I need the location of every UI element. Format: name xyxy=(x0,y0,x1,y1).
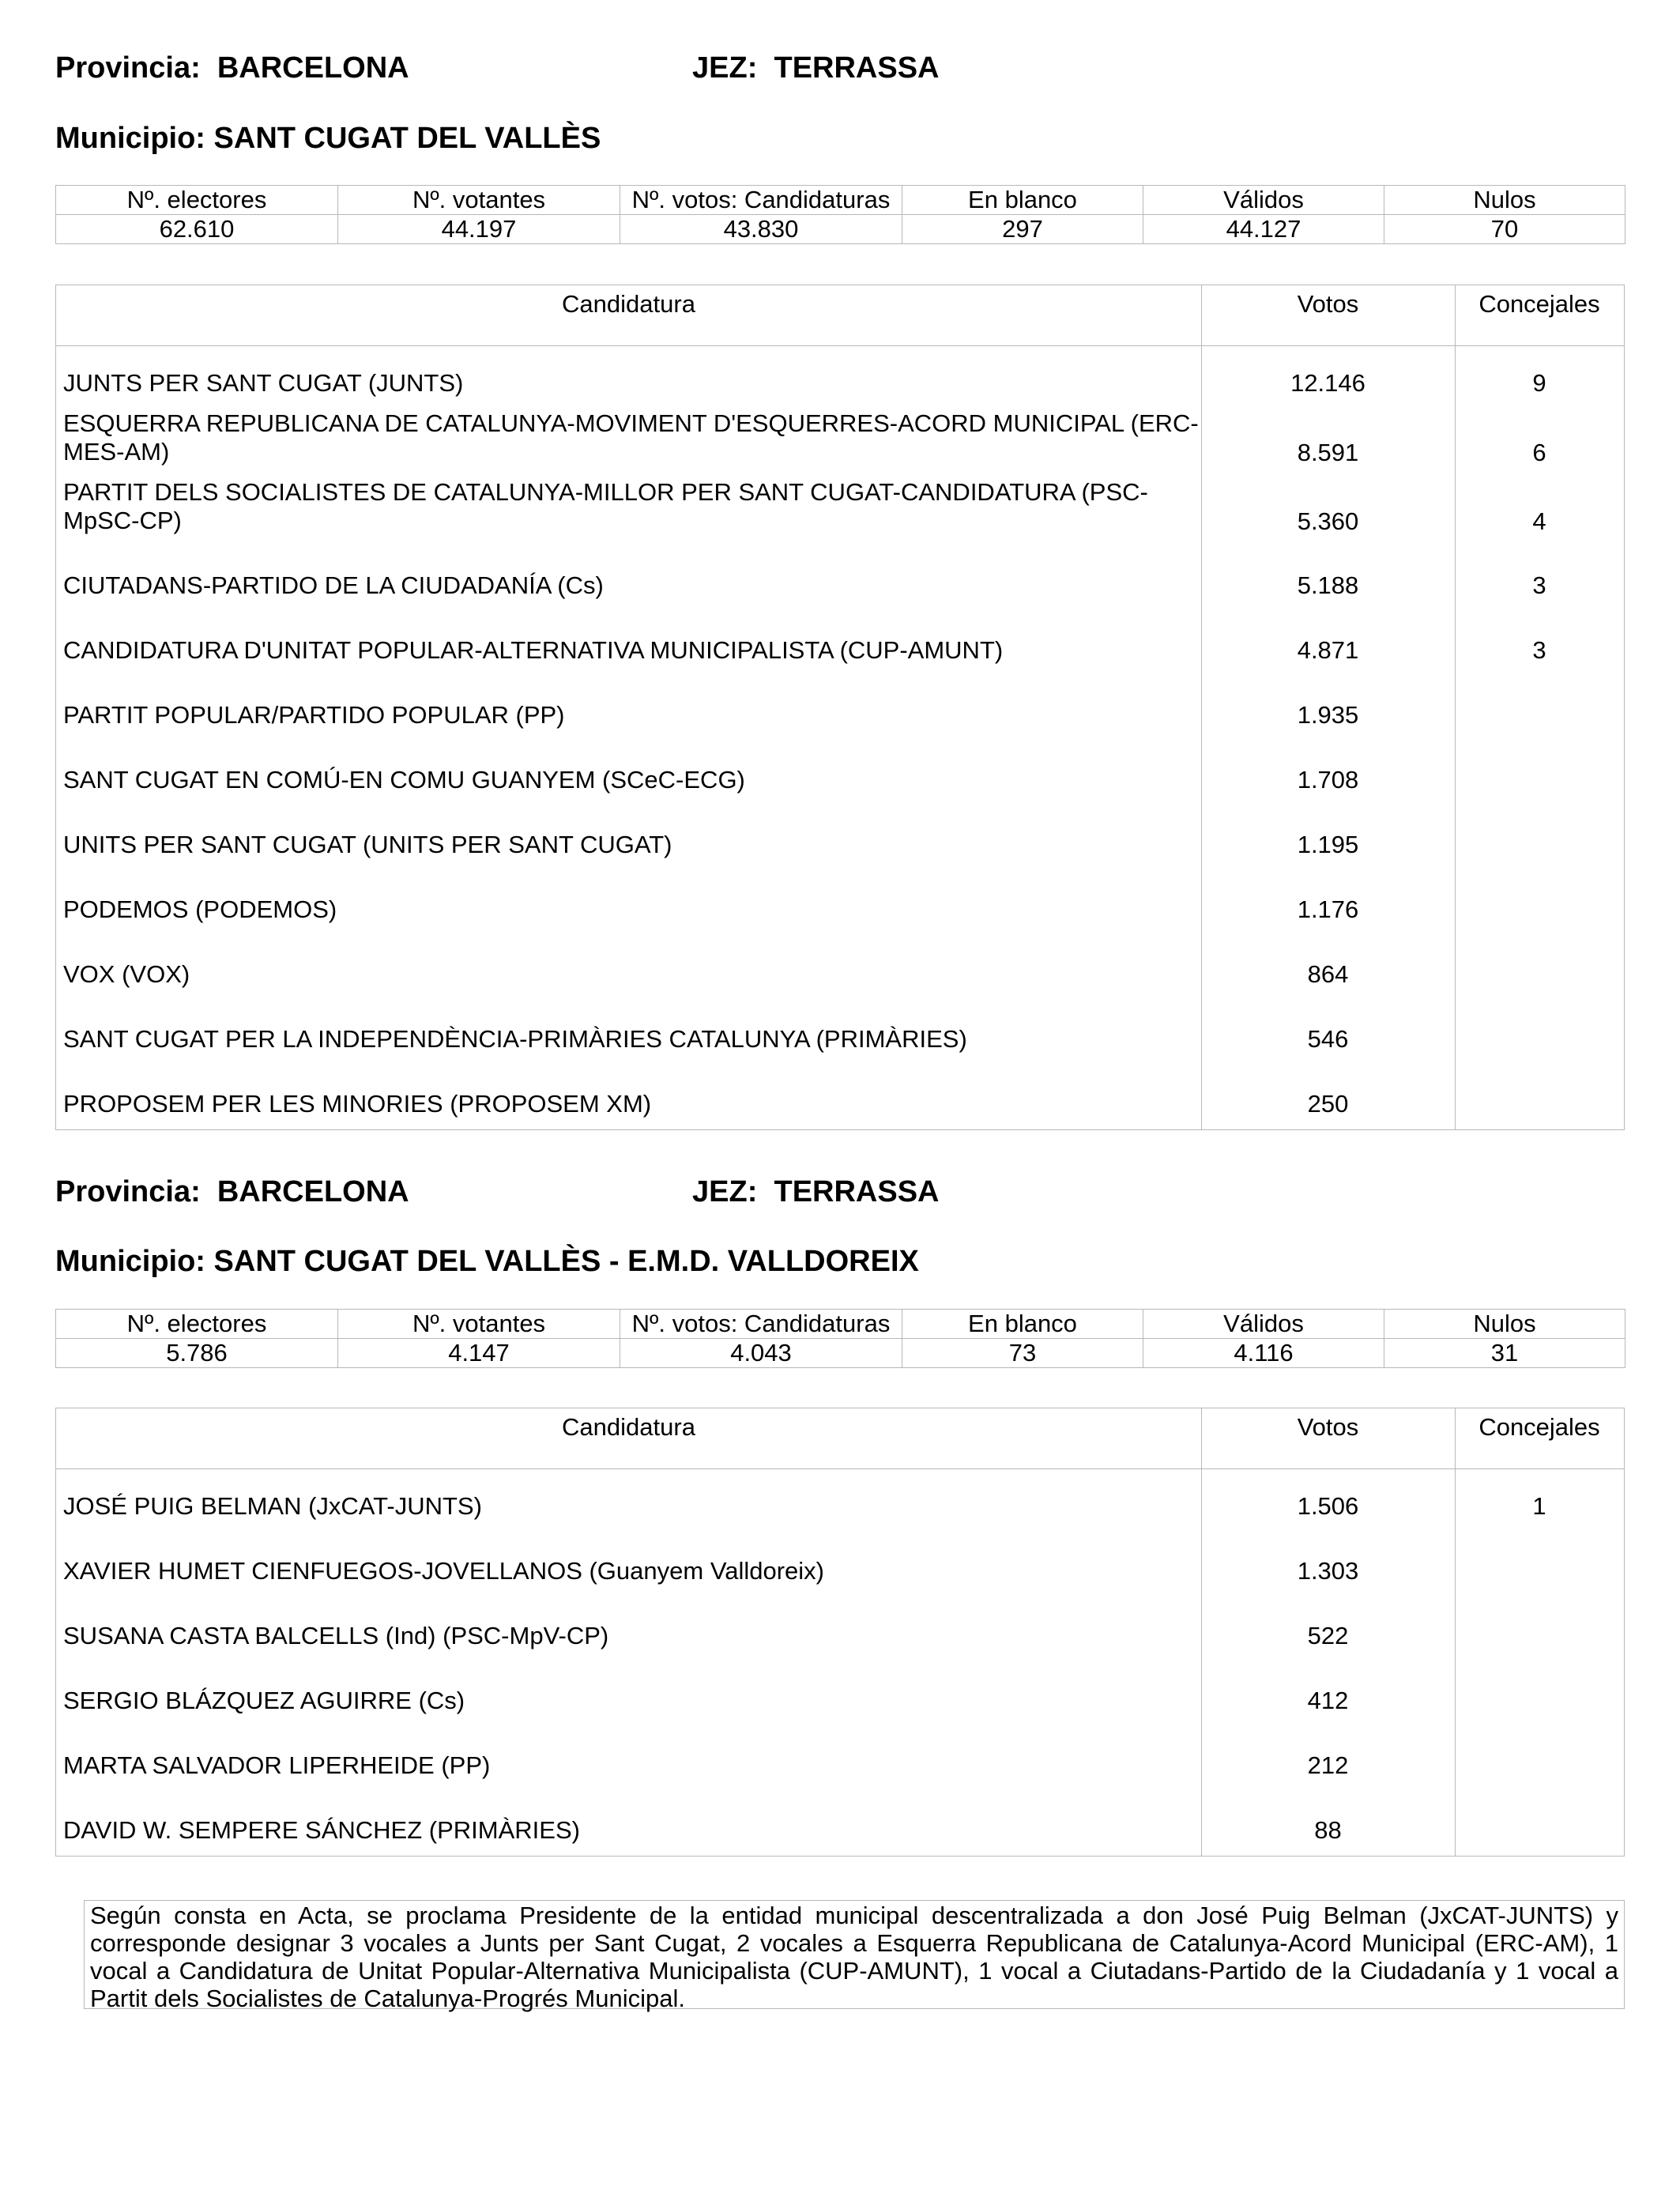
candidate-seats: 1 xyxy=(1532,1492,1546,1520)
column-divider xyxy=(1455,285,1456,1129)
provincia-label: Provincia: xyxy=(55,1175,201,1208)
header-votos: Votos xyxy=(1297,290,1359,318)
summary-header-electores: Nº. electores xyxy=(56,1310,338,1339)
summary-value-en-blanco: 73 xyxy=(902,1339,1143,1368)
candidature-votes: 4.871 xyxy=(1297,636,1359,664)
candidature-votes: 5.188 xyxy=(1297,571,1359,599)
summary-header-validos: Válidos xyxy=(1143,1310,1384,1339)
candidature-name: PROPOSEM PER LES MINORIES (PROPOSEM XM) xyxy=(63,1090,652,1118)
candidature-votes: 12.146 xyxy=(1290,369,1365,397)
candidature-votes: 1.935 xyxy=(1297,701,1359,729)
results-table xyxy=(55,285,1625,1130)
summary-header-votantes: Nº. votantes xyxy=(338,1310,620,1339)
candidature-name: PODEMOS (PODEMOS) xyxy=(63,895,337,923)
proclamation-note: Según consta en Acta, se proclama Presidente de la entidad municipal descentralizada a don José Puig Belman (JxCAT-JUNTS) y corresponde designar 3 vocales a Junts per Sant Cugat, 2 vocales a Esquerra Republicana de Catalunya-Acord Municipal (ERC-AM), 1 vocal a Candidatura de Unitat Popular-Alternativa Municipalista (CUP-AMUNT), 1 vocal a Ciutadans-Partido de la Ciudadanía y 1 vocal a Partit dels Socialistes de Catalunya-Progrés Municipal. xyxy=(84,1900,1625,2009)
municipio-heading xyxy=(55,121,601,156)
summary-header-validos: Válidos xyxy=(1143,186,1384,215)
summary-value-electores: 5.786 xyxy=(56,1339,338,1368)
candidate-votes: 212 xyxy=(1307,1751,1349,1779)
municipio-value: SANT CUGAT DEL VALLÈS - E.M.D. VALLDOREIX xyxy=(213,1245,919,1278)
candidate-votes: 1.506 xyxy=(1297,1492,1359,1520)
candidature-votes: 5.360 xyxy=(1297,507,1359,535)
candidature-seats: 6 xyxy=(1532,439,1546,466)
candidature-name: SANT CUGAT EN COMÚ-EN COMU GUANYEM (SCeC-ECG) xyxy=(63,766,745,794)
summary-value-votos-candidaturas: 43.830 xyxy=(620,215,902,244)
summary-value-validos: 4.116 xyxy=(1143,1339,1384,1368)
summary-header-en-blanco: En blanco xyxy=(902,1310,1143,1339)
provincia-heading xyxy=(55,51,409,85)
candidate-name: DAVID W. SEMPERE SÁNCHEZ (PRIMÀRIES) xyxy=(63,1816,580,1844)
summary-value-electores: 62.610 xyxy=(56,215,338,244)
candidate-votes: 522 xyxy=(1307,1622,1349,1649)
summary-value-votantes: 4.147 xyxy=(338,1339,620,1368)
results-table xyxy=(55,1408,1625,1857)
municipio-label: Municipio: xyxy=(55,122,205,155)
provincia-value: BARCELONA xyxy=(217,51,409,85)
candidate-name: XAVIER HUMET CIENFUEGOS-JOVELLANOS (Guanyem Valldoreix) xyxy=(63,1557,824,1585)
candidature-name: VOX (VOX) xyxy=(63,960,190,988)
summary-header-votantes: Nº. votantes xyxy=(338,186,620,215)
candidature-seats: 3 xyxy=(1532,636,1546,664)
results-header-row xyxy=(56,1408,1624,1469)
candidature-votes: 1.176 xyxy=(1297,895,1359,923)
candidature-name: ESQUERRA REPUBLICANA DE CATALUNYA-MOVIMENT D'ESQUERRES-ACORD MUNICIPAL (ERC-MES-AM) xyxy=(63,409,1199,466)
header-concejales: Concejales xyxy=(1478,1413,1600,1441)
summary-value-nulos: 70 xyxy=(1384,215,1625,244)
candidature-name: PARTIT POPULAR/PARTIDO POPULAR (PP) xyxy=(63,701,565,729)
candidature-name: SANT CUGAT PER LA INDEPENDÈNCIA-PRIMÀRIES CATALUNYA (PRIMÀRIES) xyxy=(63,1025,967,1053)
summary-table xyxy=(55,1309,1625,1368)
jez-value: TERRASSA xyxy=(774,51,940,85)
candidature-votes: 1.195 xyxy=(1297,831,1359,858)
candidature-votes: 1.708 xyxy=(1297,766,1359,794)
candidature-votes: 864 xyxy=(1307,960,1349,988)
municipio-heading xyxy=(55,1244,919,1279)
candidate-votes: 412 xyxy=(1307,1687,1349,1714)
summary-value-nulos: 31 xyxy=(1384,1339,1625,1368)
candidature-seats: 3 xyxy=(1532,571,1546,599)
column-divider xyxy=(1455,1408,1456,1856)
summary-header-nulos: Nulos xyxy=(1384,186,1625,215)
header-candidatura: Candidatura xyxy=(562,290,695,318)
summary-header-nulos: Nulos xyxy=(1384,1310,1625,1339)
jez-value: TERRASSA xyxy=(774,1175,940,1208)
candidate-name: MARTA SALVADOR LIPERHEIDE (PP) xyxy=(63,1751,491,1779)
summary-value-votos-candidaturas: 4.043 xyxy=(620,1339,902,1368)
summary-header-votos-candidaturas: Nº. votos: Candidaturas xyxy=(620,1310,902,1339)
summary-header-row xyxy=(56,1310,1625,1339)
summary-header-electores: Nº. electores xyxy=(56,186,338,215)
municipio-value: SANT CUGAT DEL VALLÈS xyxy=(213,122,601,155)
jez-heading xyxy=(692,51,940,85)
summary-value-votantes: 44.197 xyxy=(338,215,620,244)
provincia-heading xyxy=(55,1174,409,1209)
provincia-label: Provincia: xyxy=(55,51,201,85)
summary-header-en-blanco: En blanco xyxy=(902,186,1143,215)
summary-value-row xyxy=(56,215,1625,244)
candidature-seats: 4 xyxy=(1532,507,1546,535)
candidature-name: JUNTS PER SANT CUGAT (JUNTS) xyxy=(63,369,464,397)
summary-value-row xyxy=(56,1339,1625,1368)
candidature-name: UNITS PER SANT CUGAT (UNITS PER SANT CUGAT) xyxy=(63,831,672,858)
candidature-name: CIUTADANS-PARTIDO DE LA CIUDADANÍA (Cs) xyxy=(63,571,604,599)
candidature-votes: 250 xyxy=(1307,1090,1349,1118)
candidature-votes: 8.591 xyxy=(1297,439,1359,466)
header-votos: Votos xyxy=(1297,1413,1359,1441)
summary-header-row xyxy=(56,186,1625,215)
candidate-name: SERGIO BLÁZQUEZ AGUIRRE (Cs) xyxy=(63,1687,465,1714)
candidature-name: CANDIDATURA D'UNITAT POPULAR-ALTERNATIVA MUNICIPALISTA (CUP-AMUNT) xyxy=(63,636,1004,664)
candidate-name: SUSANA CASTA BALCELLS (Ind) (PSC-MpV-CP) xyxy=(63,1622,609,1649)
summary-table xyxy=(55,185,1625,244)
jez-heading xyxy=(692,1174,940,1209)
provincia-value: BARCELONA xyxy=(217,1175,409,1208)
candidature-name: PARTIT DELS SOCIALISTES DE CATALUNYA-MILLOR PER SANT CUGAT-CANDIDATURA (PSC-MpSC-CP) xyxy=(63,478,1148,534)
summary-header-votos-candidaturas: Nº. votos: Candidaturas xyxy=(620,186,902,215)
jez-label: JEZ: xyxy=(692,51,758,85)
municipio-label: Municipio: xyxy=(55,1245,205,1278)
header-candidatura: Candidatura xyxy=(562,1413,695,1441)
candidate-votes: 1.303 xyxy=(1297,1557,1359,1585)
candidature-seats: 9 xyxy=(1532,369,1546,397)
header-concejales: Concejales xyxy=(1478,290,1600,318)
candidate-name: JOSÉ PUIG BELMAN (JxCAT-JUNTS) xyxy=(63,1492,482,1520)
candidature-votes: 546 xyxy=(1307,1025,1349,1053)
candidate-votes: 88 xyxy=(1314,1816,1342,1844)
results-header-row xyxy=(56,285,1624,346)
jez-label: JEZ: xyxy=(692,1175,758,1208)
summary-value-validos: 44.127 xyxy=(1143,215,1384,244)
summary-value-en-blanco: 297 xyxy=(902,215,1143,244)
